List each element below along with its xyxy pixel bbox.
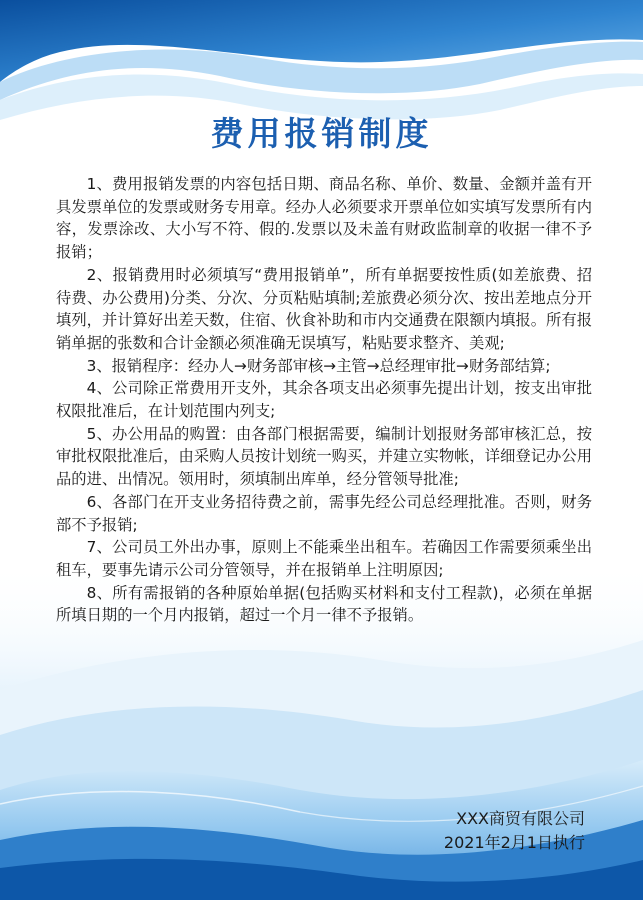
rule-paragraph-6: 6、各部门在开支业务招待费之前，需事先经公司总经理批准。否则，财务部不予报销; bbox=[56, 492, 592, 534]
rule-paragraph-4: 4、公司除正常费用开支外，其余各项支出必须事先提出计划，按支出审批权限批准后，在计划范围内列支; bbox=[56, 379, 592, 421]
rule-paragraph-7: 7、公司员工外出办事，原则上不能乘坐出租车。若确因工作需要须乘坐出租车，要事先请示公司分管领导，并在报销单上注明原因; bbox=[56, 538, 592, 579]
rule-paragraph-2: 2、报销费用时必须填写“费用报销单”，所有单据要按性质(如差旅费、招待费、办公费用)分类、分次、分页粘贴填制;差旅费必须分次、按出差地点分开填列，并计算好出差天数，住宿、伙食补助和市内交通费在限额内填报。所有报销单据的张数和合计金额必须准确无误填写，粘贴要求整齐、美观; bbox=[56, 265, 592, 352]
regulation-body bbox=[56, 173, 592, 627]
rule-paragraph-8: 8、所有需报销的各种原始单据(包括购买材料和支付工程款)，必须在单据所填日期的一个月内报销，超过一个月一律不予报销。 bbox=[56, 583, 592, 625]
page-title: 费用报销制度 bbox=[210, 114, 433, 153]
rule-paragraph-3: 3、报销程序：经办人→财务部审核→主管→总经理审批→财务部结算; bbox=[86, 356, 551, 375]
effective-date: 2021年2月1日执行 bbox=[443, 833, 585, 852]
signature-block bbox=[444, 807, 585, 855]
rule-paragraph-1: 1、费用报销发票的内容包括日期、商品名称、单价、数量、金额并盖有开具发票单位的发票或财务专用章。经办人必须要求开票单位如实填写发票所有内容，发票涂改、大小写不符、假的.发票以及未盖有财政监制章的收据一律不予报销； bbox=[56, 175, 592, 262]
rule-paragraph-5: 5、办公用品的购置：由各部门根据需要，编制计划报财务部审核汇总，按审批权限批准后，由采购人员按计划统一购买，并建立实物帐，详细登记办公用品的进、出情况。领用时，须填制出库单，经分管领导批准; bbox=[56, 424, 592, 489]
company-name: XXX商贸有限公司 bbox=[456, 809, 585, 828]
